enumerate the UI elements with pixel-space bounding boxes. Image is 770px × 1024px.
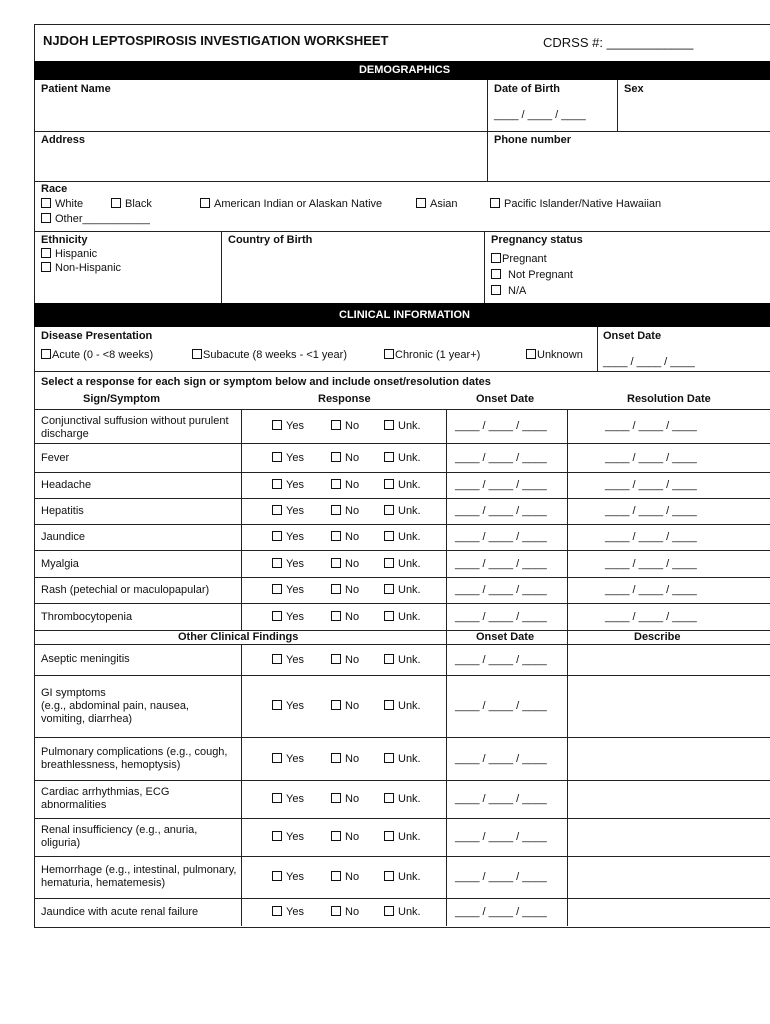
race-option-other[interactable]: Other___________ — [41, 213, 150, 226]
response-unk[interactable]: Unk. — [384, 753, 421, 766]
pregnancy-option-not-pregnant[interactable]: Not Pregnant — [491, 269, 573, 282]
response-no[interactable]: No — [331, 753, 359, 766]
response-unk[interactable]: Unk. — [384, 871, 421, 884]
symptom-onset-date[interactable]: ____ / ____ / ____ — [455, 420, 547, 432]
response-no[interactable]: No — [331, 505, 359, 518]
checkbox-icon — [490, 198, 500, 208]
response-unk[interactable]: Unk. — [384, 420, 421, 433]
response-yes[interactable]: Yes — [272, 654, 304, 667]
row-divider — [34, 675, 770, 676]
response-yes[interactable]: Yes — [272, 558, 304, 571]
dob-label: Date of Birth — [494, 83, 560, 95]
finding-describe-input[interactable] — [572, 901, 770, 923]
checkbox-icon — [41, 262, 51, 272]
response-no[interactable]: No — [331, 793, 359, 806]
symptom-label: Thrombocytopenia — [41, 610, 133, 623]
disease-presentation-label: Disease Presentation — [41, 330, 153, 342]
finding-onset-date[interactable]: ____ / ____ / ____ — [455, 653, 547, 666]
race-option-black[interactable]: Black — [111, 198, 152, 211]
checkbox-icon — [192, 349, 202, 359]
dob-field[interactable]: ____ / ____ / ____ — [494, 109, 586, 121]
symptom-resolution-date[interactable]: ____ / ____ / ____ — [605, 479, 697, 491]
onset-date-label: Onset Date — [603, 330, 662, 342]
symptom-onset-date[interactable]: ____ / ____ / ____ — [455, 557, 547, 570]
col-onset-date: Onset Date — [476, 393, 535, 405]
col-sign-symptom: Sign/Symptom — [83, 393, 161, 405]
checkbox-icon — [331, 831, 341, 841]
checkbox-icon — [272, 654, 282, 664]
response-yes[interactable]: Yes — [272, 871, 304, 884]
checkbox-icon — [384, 479, 394, 489]
row-divider — [34, 737, 770, 738]
checkbox-icon — [272, 700, 282, 710]
symptom-onset-date[interactable]: ____ / ____ / ____ — [455, 531, 547, 543]
checkbox-icon — [41, 198, 51, 208]
finding-onset-date[interactable]: ____ / ____ / ____ — [455, 752, 547, 765]
sex-input[interactable] — [622, 97, 770, 127]
address-label: Address — [41, 134, 86, 146]
symptom-onset-date[interactable]: ____ / ____ / ____ — [455, 584, 547, 596]
checkbox-icon — [41, 213, 51, 223]
checkbox-icon — [272, 452, 282, 462]
phone-label: Phone number — [494, 134, 572, 146]
symptom-resolution-date[interactable]: ____ / ____ / ____ — [605, 505, 697, 517]
checkbox-icon — [331, 611, 341, 621]
checkbox-icon — [272, 505, 282, 515]
checkbox-icon — [272, 871, 282, 881]
checkbox-icon — [384, 584, 394, 594]
finding-label: Renal insufficiency (e.g., anuria, oliguria) — [41, 824, 198, 849]
pregnancy-option-pregnant[interactable]: Pregnant — [491, 253, 547, 266]
presentation-option-acute[interactable]: Acute (0 - <8 weeks) — [41, 349, 153, 362]
response-no[interactable]: No — [331, 531, 359, 544]
patient-name-input[interactable] — [40, 97, 480, 127]
checkbox-icon — [384, 753, 394, 763]
response-unk[interactable]: Unk. — [384, 479, 421, 492]
checkbox-icon — [384, 831, 394, 841]
presentation-option-chronic[interactable]: Chronic (1 year+) — [384, 349, 480, 362]
symptom-label: Hepatitis — [41, 505, 84, 517]
finding-label: Hemorrhage (e.g., intestinal, pulmonary, hematuria, hematemesis) — [41, 864, 237, 889]
country-of-birth-input[interactable] — [226, 248, 478, 298]
row-divider — [34, 780, 770, 781]
checkbox-icon — [331, 420, 341, 430]
response-no[interactable]: No — [331, 558, 359, 571]
checkbox-icon — [272, 420, 282, 430]
checkbox-icon — [384, 906, 394, 916]
checkbox-icon — [384, 505, 394, 515]
finding-label: Pulmonary complications (e.g., cough, breathlessness, hemoptysis) — [41, 745, 228, 771]
response-no[interactable]: No — [331, 584, 359, 597]
response-unk[interactable]: Unk. — [384, 793, 421, 806]
ethnicity-option-non-hispanic[interactable]: Non-Hispanic — [41, 262, 121, 275]
response-yes[interactable]: Yes — [272, 753, 304, 766]
response-yes[interactable]: Yes — [272, 584, 304, 597]
response-unk[interactable]: Unk. — [384, 505, 421, 518]
onset-date-field[interactable]: ____ / ____ / ____ — [603, 356, 695, 368]
race-option-asian[interactable]: Asian — [416, 198, 458, 211]
symptom-label: Rash (petechial or maculopapular) — [41, 584, 210, 596]
response-yes[interactable]: Yes — [272, 531, 304, 544]
response-yes[interactable]: Yes — [272, 505, 304, 518]
symptom-onset-date[interactable]: ____ / ____ / ____ — [455, 479, 547, 491]
checkbox-icon — [331, 584, 341, 594]
response-unk[interactable]: Unk. — [384, 700, 421, 713]
pregnancy-status-label: Pregnancy status — [491, 234, 583, 246]
race-option-pacific-islander[interactable]: Pacific Islander/Native Hawaiian — [490, 198, 661, 211]
patient-name-label: Patient Name — [41, 83, 111, 95]
symptom-label: Headache — [41, 479, 92, 491]
checkbox-icon — [272, 753, 282, 763]
response-no[interactable]: No — [331, 654, 359, 667]
checkbox-icon — [272, 906, 282, 916]
finding-label: Aseptic meningitis — [41, 653, 130, 665]
checkbox-icon — [272, 479, 282, 489]
row-divider — [34, 498, 770, 499]
response-unk[interactable]: Unk. — [384, 558, 421, 571]
checkbox-icon — [331, 558, 341, 568]
checkbox-icon — [526, 349, 536, 359]
checkbox-icon — [331, 871, 341, 881]
response-yes[interactable]: Yes — [272, 479, 304, 492]
finding-onset-date[interactable]: ____ / ____ / ____ — [455, 793, 547, 805]
row-divider — [34, 898, 770, 899]
finding-describe-input[interactable] — [572, 740, 770, 777]
response-unk[interactable]: Unk. — [384, 831, 421, 844]
race-option-white[interactable]: White — [41, 198, 83, 211]
checkbox-icon — [331, 531, 341, 541]
checkbox-icon — [331, 654, 341, 664]
row-divider — [34, 818, 770, 819]
checkbox-icon — [331, 452, 341, 462]
pregnancy-option-na[interactable]: N/A — [491, 285, 526, 298]
checkbox-icon — [272, 584, 282, 594]
checkbox-icon — [491, 269, 501, 279]
finding-describe-input[interactable] — [572, 783, 770, 815]
response-no[interactable]: No — [331, 452, 359, 465]
checkbox-icon — [384, 611, 394, 621]
checkbox-icon — [272, 611, 282, 621]
checkbox-icon — [200, 198, 210, 208]
checkbox-icon — [384, 349, 394, 359]
response-no[interactable]: No — [331, 479, 359, 492]
address-input[interactable] — [40, 148, 480, 178]
ethnicity-label: Ethnicity — [41, 234, 88, 246]
response-yes[interactable]: Yes — [272, 420, 304, 433]
symptom-resolution-date[interactable]: ____ / ____ / ____ — [605, 557, 697, 570]
checkbox-icon — [111, 198, 121, 208]
response-unk[interactable]: Unk. — [384, 654, 421, 667]
symptom-label: Fever — [41, 451, 70, 464]
finding-label: Jaundice with acute renal failure — [41, 905, 199, 918]
finding-label: GI symptoms (e.g., abdominal pain, nausea, vomiting, diarrhea) — [41, 686, 189, 725]
symptom-resolution-date[interactable]: ____ / ____ / ____ — [605, 451, 697, 464]
checkbox-icon — [384, 700, 394, 710]
checkbox-icon — [272, 831, 282, 841]
checkbox-icon — [384, 793, 394, 803]
other-onset-header: Onset Date — [476, 631, 535, 643]
sex-label: Sex — [624, 83, 644, 95]
response-no[interactable]: No — [331, 906, 359, 919]
checkbox-icon — [272, 531, 282, 541]
checkbox-icon — [272, 793, 282, 803]
checkbox-icon — [331, 906, 341, 916]
demographics-section-bar: DEMOGRAPHICS — [34, 61, 770, 80]
response-no[interactable]: No — [331, 611, 359, 624]
response-no[interactable]: No — [331, 700, 359, 713]
finding-onset-date[interactable]: ____ / ____ / ____ — [455, 871, 547, 883]
symptom-onset-date[interactable]: ____ / ____ / ____ — [455, 505, 547, 517]
row-divider — [34, 577, 770, 578]
checkbox-icon — [272, 558, 282, 568]
finding-describe-input[interactable] — [572, 821, 770, 853]
col-resolution-date: Resolution Date — [627, 393, 711, 405]
response-yes[interactable]: Yes — [272, 793, 304, 806]
checkbox-icon — [384, 420, 394, 430]
symptom-resolution-date[interactable]: ____ / ____ / ____ — [605, 584, 697, 596]
other-findings-title: Other Clinical Findings — [178, 631, 299, 643]
checkbox-icon — [331, 793, 341, 803]
presentation-option-subacute[interactable]: Subacute (8 weeks - <1 year) — [192, 349, 347, 362]
checkbox-icon — [331, 700, 341, 710]
checkbox-icon — [384, 654, 394, 664]
row-divider — [34, 443, 770, 444]
clinical-section-bar: CLINICAL INFORMATION — [34, 303, 770, 327]
symptom-label: Conjunctival suffusion without purulent discharge — [41, 415, 229, 440]
symptom-resolution-date[interactable]: ____ / ____ / ____ — [605, 610, 697, 623]
response-unk[interactable]: Unk. — [384, 531, 421, 544]
response-no[interactable]: No — [331, 871, 359, 884]
row-divider — [34, 856, 770, 857]
response-no[interactable]: No — [331, 420, 359, 433]
presentation-option-unknown[interactable]: Unknown — [526, 349, 583, 362]
row-divider — [34, 472, 770, 473]
instruction-text: Select a response for each sign or symptom below and include onset/resolution dates — [41, 376, 491, 388]
ethnicity-option-hispanic[interactable]: Hispanic — [41, 248, 97, 261]
checkbox-icon — [384, 452, 394, 462]
checkbox-icon — [331, 505, 341, 515]
response-yes[interactable]: Yes — [272, 831, 304, 844]
checkbox-icon — [41, 349, 51, 359]
col-response: Response — [318, 393, 371, 405]
finding-describe-input[interactable] — [572, 859, 770, 895]
finding-describe-input[interactable] — [572, 647, 770, 672]
symptom-label: Jaundice — [41, 531, 86, 543]
checkbox-icon — [384, 558, 394, 568]
other-describe-header: Describe — [634, 631, 681, 643]
finding-onset-date[interactable]: ____ / ____ / ____ — [455, 831, 547, 843]
checkbox-icon — [491, 253, 501, 263]
row-divider — [34, 603, 770, 604]
symptom-resolution-date[interactable]: ____ / ____ / ____ — [605, 420, 697, 432]
symptom-label: Myalgia — [41, 557, 79, 570]
race-option-american-indian[interactable]: American Indian or Alaskan Native — [200, 198, 382, 211]
symptom-onset-date[interactable]: ____ / ____ / ____ — [455, 610, 547, 623]
finding-onset-date[interactable]: ____ / ____ / ____ — [455, 700, 547, 712]
symptom-onset-date[interactable]: ____ / ____ / ____ — [455, 451, 547, 464]
response-unk[interactable]: Unk. — [384, 906, 421, 919]
cdrss-number-field[interactable]: CDRSS #: ____________ — [543, 35, 694, 50]
response-yes[interactable]: Yes — [272, 452, 304, 465]
checkbox-icon — [331, 479, 341, 489]
phone-input[interactable] — [492, 148, 770, 178]
country-of-birth-label: Country of Birth — [228, 234, 313, 246]
response-yes[interactable]: Yes — [272, 906, 304, 919]
response-yes[interactable]: Yes — [272, 611, 304, 624]
finding-describe-input[interactable] — [572, 678, 770, 734]
checkbox-icon — [384, 871, 394, 881]
race-label: Race — [41, 183, 68, 195]
checkbox-icon — [41, 248, 51, 258]
row-divider — [34, 524, 770, 525]
finding-onset-date[interactable]: ____ / ____ / ____ — [455, 906, 547, 918]
response-unk[interactable]: Unk. — [384, 584, 421, 597]
symptom-resolution-date[interactable]: ____ / ____ / ____ — [605, 531, 697, 543]
response-unk[interactable]: Unk. — [384, 611, 421, 624]
checkbox-icon — [416, 198, 426, 208]
checkbox-icon — [331, 753, 341, 763]
response-no[interactable]: No — [331, 831, 359, 844]
row-divider — [34, 550, 770, 551]
checkbox-icon — [491, 285, 501, 295]
page-title: NJDOH LEPTOSPIROSIS INVESTIGATION WORKSHEET — [43, 33, 389, 48]
finding-label: Cardiac arrhythmias, ECG abnormalities — [41, 786, 170, 811]
checkbox-icon — [384, 531, 394, 541]
response-unk[interactable]: Unk. — [384, 452, 421, 465]
response-yes[interactable]: Yes — [272, 700, 304, 713]
